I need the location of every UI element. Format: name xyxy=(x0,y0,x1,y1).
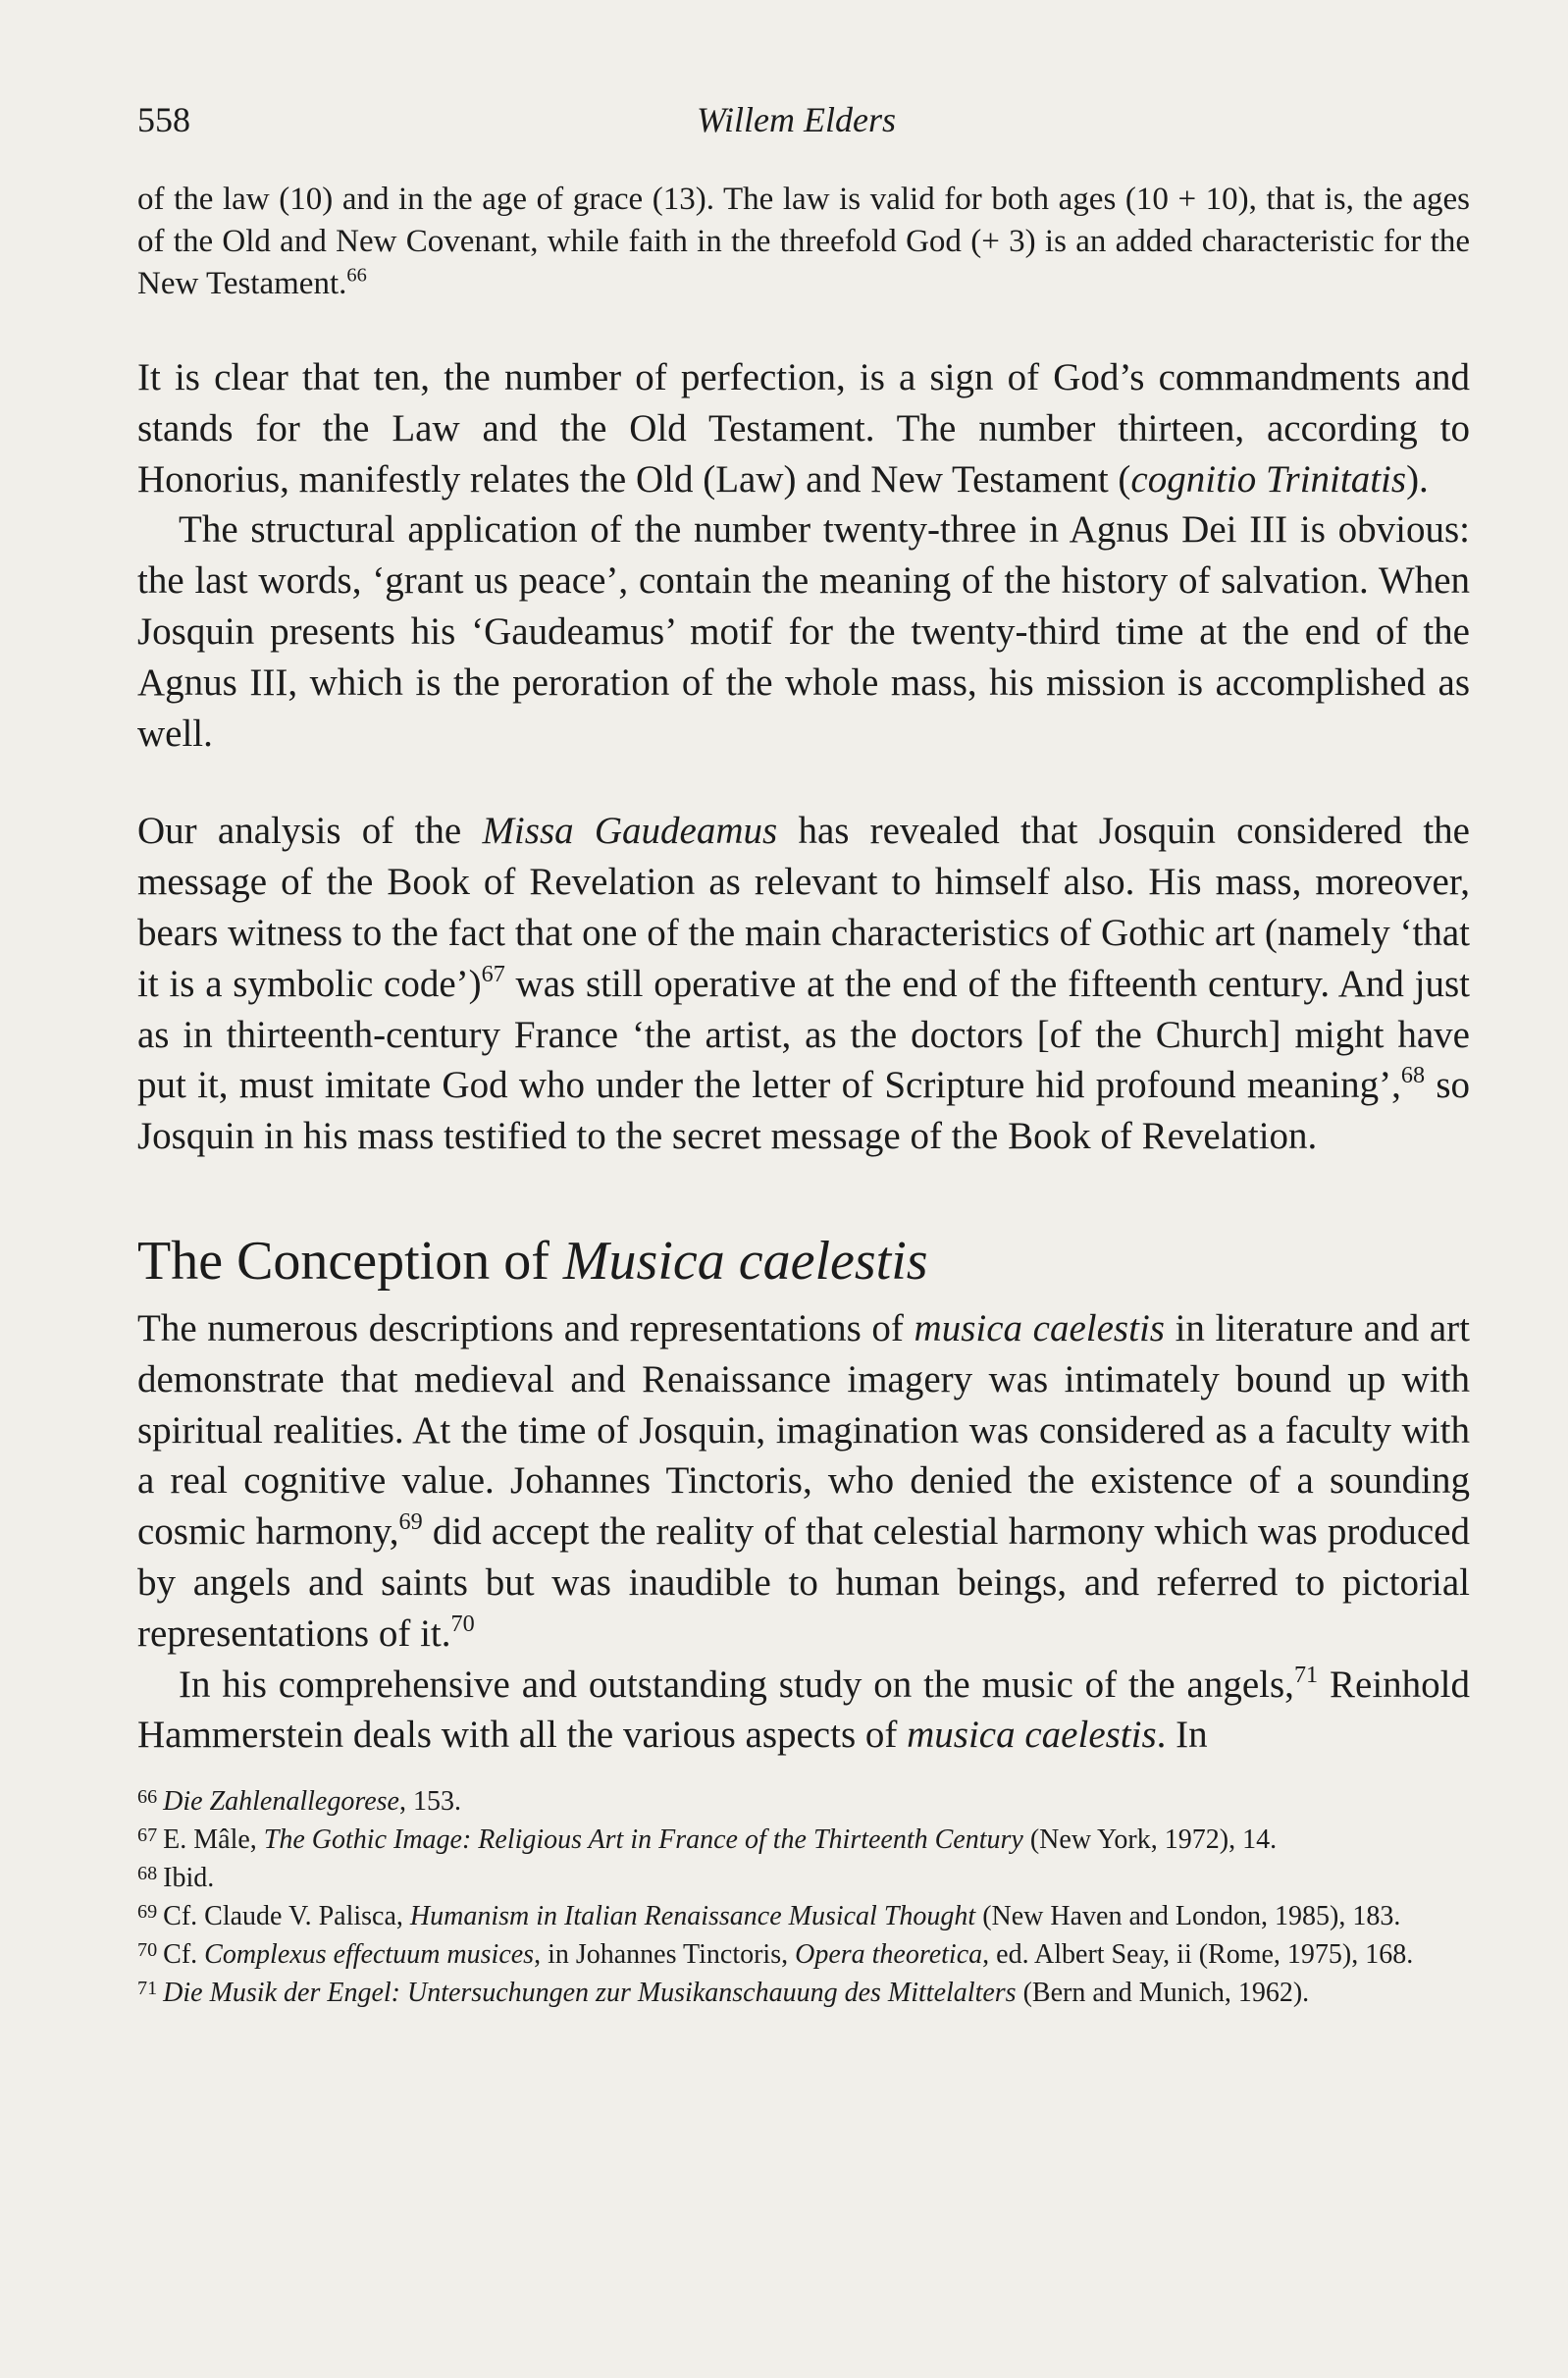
paragraph-6-italic: musica caelestis xyxy=(907,1714,1157,1757)
paragraph-6 xyxy=(137,1660,1470,1762)
note-ref-67[interactable]: 67 xyxy=(481,960,505,987)
footnote-number: 66 xyxy=(137,1786,158,1809)
section-heading-italic: Musica caelestis xyxy=(562,1230,928,1292)
footnote-text: Cf. Claude V. Palisca, xyxy=(163,1901,410,1932)
paragraph-1 xyxy=(137,179,1470,305)
paragraph-4-text-b: has revealed that Josquin considered the message of the Book of Revelation as relevant to himself also. His mass, moreover, bears witness to the fact that one of the main characteristics of Gothic art (namely ‘that it is a symbolic code’) xyxy=(137,810,1470,1005)
paragraph-2-text-a: It is clear that ten, the number of perfection, is a sign of God’s commandments and stands for the Law and the Old Testament. The number thirteen, according to Honorius, manifestly relates the Old (Law) and New Testament ( xyxy=(137,356,1470,501)
footnote-71 xyxy=(137,1972,1470,2010)
paragraph-5-text-c: did accept the reality of that celestial harmony which was produced by angels and saints but was inaudible to human beings, and referred to pictorial representations of it. xyxy=(137,1510,1470,1655)
paragraph-5-italic: musica caelestis xyxy=(914,1306,1165,1349)
footnote-italic: The Gothic Image: Religious Art in France of the Thirteenth Century xyxy=(263,1824,1023,1856)
paragraph-1-text: of the law (10) and in the age of grace (13). The law is valid for both ages (10 + 10), that is, the ages of the Old and New Covenant, while faith in the threefold God (+ 3) is an added characteristic for the New Testament. xyxy=(137,182,1470,301)
paragraph-6-text-a: In his comprehensive and outstanding study on the music of the angels, xyxy=(179,1663,1294,1706)
paragraph-2-text-b: ). xyxy=(1406,457,1429,501)
paragraph-4 xyxy=(137,806,1470,1162)
footnote-text: (Bern and Munich, 1962). xyxy=(1016,1978,1310,2009)
page-number: 558 xyxy=(137,100,190,139)
footnote-66 xyxy=(137,1780,1470,1819)
footnote-number: 70 xyxy=(137,1939,158,1962)
paragraph-2-italic: cognitio Trinitatis xyxy=(1130,457,1407,501)
note-ref-69[interactable]: 69 xyxy=(398,1508,423,1536)
footnote-text: Ibid. xyxy=(163,1863,215,1894)
footnote-italic: Humanism in Italian Renaissance Musical Thought xyxy=(409,1901,976,1932)
footnote-67 xyxy=(137,1819,1470,1857)
footnote-number: 67 xyxy=(137,1824,158,1847)
paragraph-4-text-d: so Josquin in his mass testified to the secret message of the Book of Revelation. xyxy=(137,1064,1470,1158)
footnote-italic: Die Zahlenallegorese xyxy=(163,1786,399,1818)
footnote-italic: Opera theoretica xyxy=(795,1939,983,1971)
running-head-author: Willem Elders xyxy=(697,100,896,139)
footnote-italic: Complexus effectuum musices xyxy=(204,1939,535,1971)
footnote-69 xyxy=(137,1895,1470,1933)
footnote-italic: Die Musik der Engel: Untersuchungen zur Musikanschauung des Mittelalters xyxy=(163,1978,1017,2009)
footnote-text: Cf. xyxy=(163,1939,205,1971)
paragraph-5 xyxy=(137,1303,1470,1660)
note-ref-70[interactable]: 70 xyxy=(450,1610,475,1637)
section-heading-text: The Conception of xyxy=(137,1230,563,1292)
note-ref-68[interactable]: 68 xyxy=(1400,1062,1426,1089)
footnote-text: , in Johannes Tinctoris, xyxy=(534,1939,796,1971)
paragraph-6-text-c: . In xyxy=(1156,1714,1208,1757)
footnote-number: 69 xyxy=(137,1901,158,1924)
section-heading xyxy=(137,1227,1470,1295)
footnote-number: 68 xyxy=(137,1863,158,1885)
note-ref-66[interactable]: 66 xyxy=(346,264,367,287)
paragraph-5-text-b: in literature and art demonstrate that medieval and Renaissance imagery was intimately bound up with spiritual realities. At the time of Josquin, imagination was considered as a faculty with a real cognitive value. Johannes Tinctoris, who denied the existence of a sounding cosmic harmony, xyxy=(137,1306,1470,1554)
paragraph-3 xyxy=(137,504,1470,759)
main-text xyxy=(137,179,1470,2010)
footnote-text: (New Haven and London, 1985), 183. xyxy=(975,1901,1401,1932)
paragraph-2 xyxy=(137,352,1470,504)
footnote-68 xyxy=(137,1857,1470,1895)
footnote-text: , ed. Albert Seay, ii (Rome, 1975), 168. xyxy=(982,1939,1414,1971)
paragraph-4-text-c: was still operative at the end of the fifteenth century. And just as in thirteenth-century France ‘the artist, as the doctors [of the Church] might have put it, must imitate God who under the letter of Scripture hid profound meaning’, xyxy=(137,962,1470,1107)
paragraph-4-text-a: Our analysis of the xyxy=(137,810,483,853)
paragraph-6-text-b: Reinhold Hammerstein deals with all the various aspects of xyxy=(137,1663,1470,1757)
footnote-70 xyxy=(137,1933,1470,1972)
footnotes xyxy=(137,1780,1470,2010)
paragraph-3-text: The structural application of the number twenty-three in Agnus Dei III is obvious: the last words, ‘grant us peace’, contain the meaning of the history of salvation. When Josquin presents his ‘Gaudeamus’ motif for the twenty-third time at the end of the Agnus III, which is the peroration of the whole mass, his mission is accomplished as well. xyxy=(137,508,1470,755)
footnote-number: 71 xyxy=(137,1978,158,2000)
paragraph-5-text-a: The numerous descriptions and representations of xyxy=(137,1306,915,1349)
footnote-text: E. Mâle, xyxy=(163,1824,264,1856)
footnote-text: (New York, 1972), 14. xyxy=(1022,1824,1278,1856)
footnote-text: , 153. xyxy=(398,1786,461,1818)
paragraph-4-italic: Missa Gaudeamus xyxy=(482,810,778,853)
note-ref-71[interactable]: 71 xyxy=(1293,1661,1319,1688)
